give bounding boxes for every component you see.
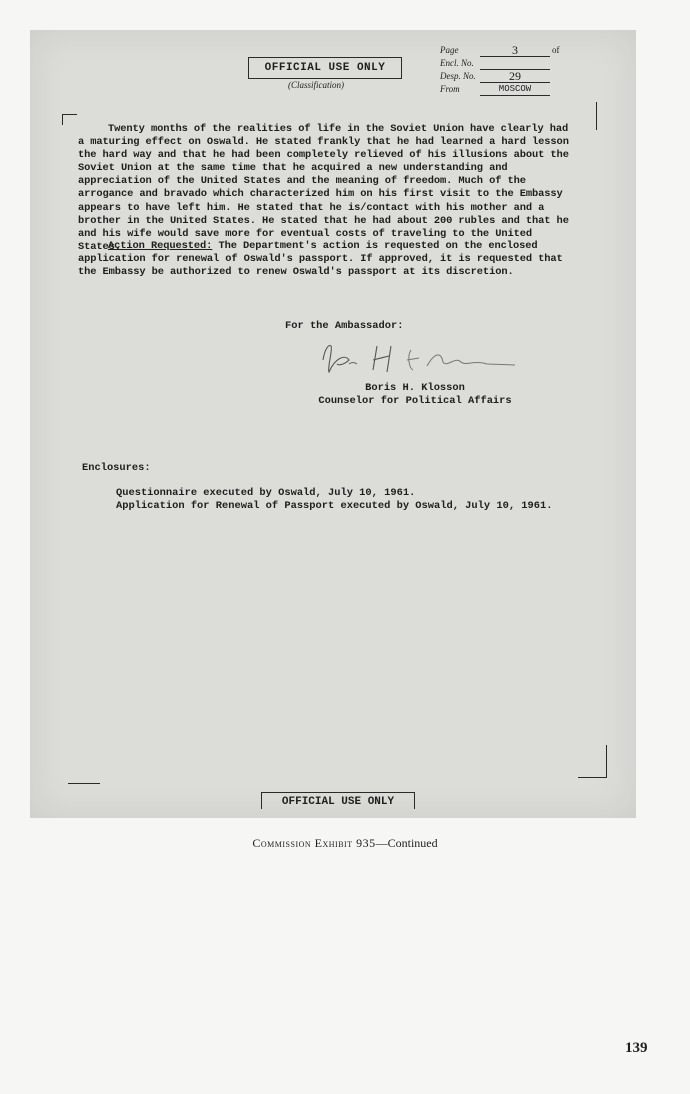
exhibit-caption-suffix: —Continued [375,836,438,850]
desp-row [440,70,560,83]
from-row [440,83,560,96]
action-requested-text: The Department's action is requested on the enclosed application for renewal of Oswald's passport. If approved, it is requested that the Embassy be authorized to renew Oswald's passport at its discretion. [78,240,563,279]
paragraph-action-requested [78,240,578,279]
enclosure-item: Application for Renewal of Passport executed by Oswald, July 10, 1961. [116,500,553,512]
footer-classification-stamp: OFFICIAL USE ONLY [261,792,415,809]
classification-caption: (Classification) [288,80,344,90]
page-value: 3 [480,44,550,57]
page-suffix: of [552,45,560,55]
paragraph-maturing-effect: Twenty months of the realities of life in the Soviet Union have clearly had a maturing effect on Oswald. He stated frankly that he had learned a hard lesson the hard way and that he had been completely relieved of his illusions about the Soviet Union at the same time that he acquired a new understanding and appreciation of the United States and the meaning of freedom. Much of the arrogance and bravado which characterized him on his first visit to the Embassy appears to have left him. He stated that he is/contact with his mother and a brother in the United States. He stated that he had about 200 rubles and that he and his wife would save more for eventual costs of traveling to the United States. [78,123,569,253]
from-value: MOSCOW [480,83,550,96]
signer-title: Counselor for Political Affairs [318,395,512,407]
from-label: From [440,84,460,94]
encl-label: Encl. No. [440,58,474,68]
signer-block [305,382,525,408]
classification-stamp: OFFICIAL USE ONLY [248,57,402,79]
action-requested-label: Action Requested: [108,240,213,252]
handwritten-signature [315,338,555,378]
desp-value: 29 [480,70,550,83]
signer-name: Boris H. Klosson [365,382,465,394]
corner-mark-top-left [62,114,77,125]
page-label: Page [440,45,459,55]
enclosure-item: Questionnaire executed by Oswald, July 10, 1961. [116,487,416,499]
corner-mark-top-right [582,102,597,130]
closing-salutation: For the Ambassador: [285,320,404,332]
encl-row [440,57,560,70]
desp-label: Desp. No. [440,71,476,81]
enclosures-title: Enclosures: [82,462,151,474]
page-number: 139 [625,1040,648,1056]
corner-mark-bottom-right [578,745,607,778]
exhibit-caption [0,836,690,851]
exhibit-caption-label: Commission Exhibit 935 [252,836,376,850]
enclosure-list [116,487,552,513]
document-page [30,30,636,818]
document-metadata [440,44,560,96]
page-row [440,44,560,57]
corner-mark-bottom-left [68,775,100,784]
